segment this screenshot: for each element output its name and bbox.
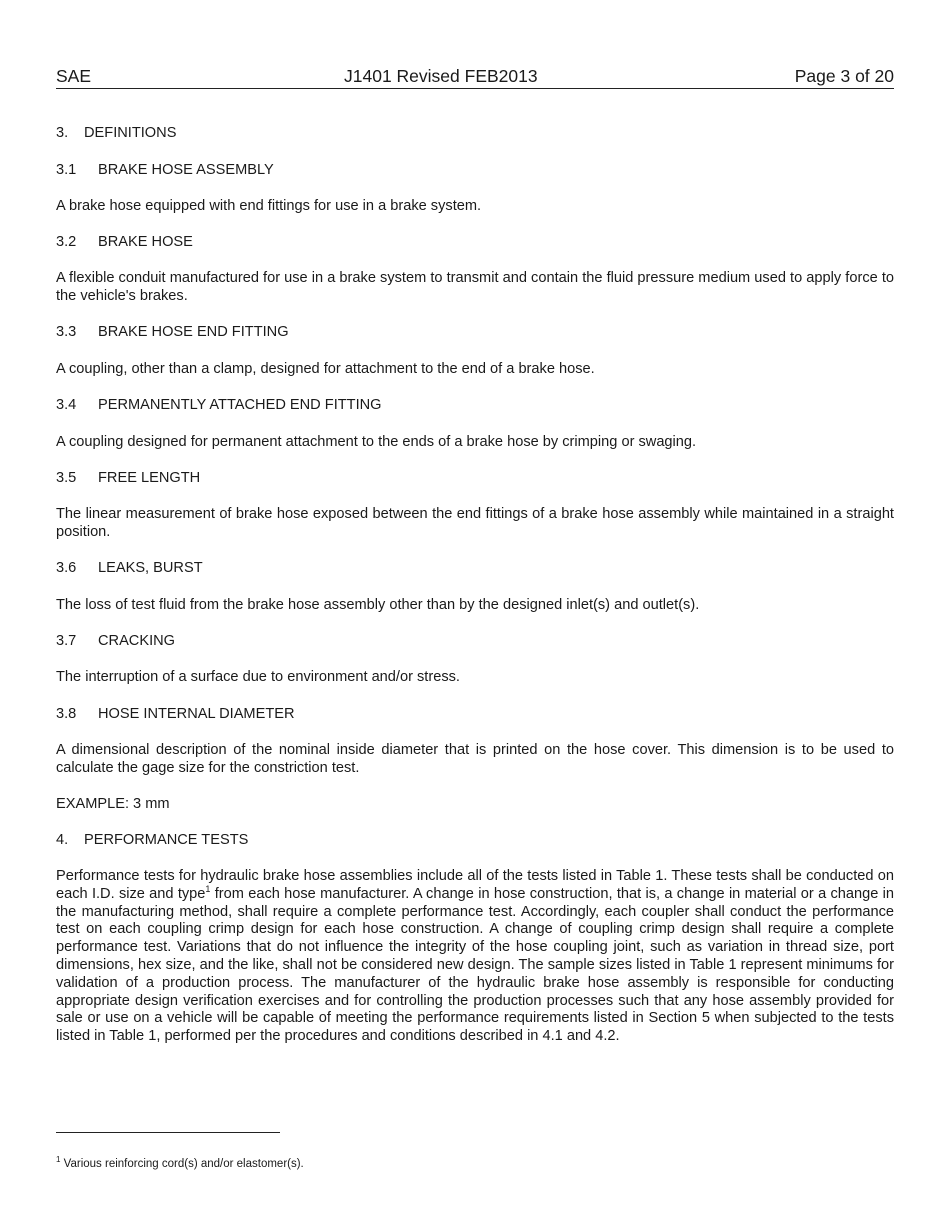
section-3-heading	[56, 125, 894, 143]
header-org: SAE	[56, 66, 92, 86]
footnote-mark: 1	[56, 1155, 61, 1164]
section-number: 3.4	[56, 397, 77, 413]
section-4-heading	[56, 832, 894, 850]
section-title: BRAKE HOSE	[98, 234, 193, 250]
footnote	[56, 1157, 304, 1171]
section-title: PERMANENTLY ATTACHED END FITTING	[98, 397, 382, 413]
section-title: DEFINITIONS	[84, 125, 177, 141]
footnote-divider	[56, 1132, 280, 1133]
page-header	[56, 66, 894, 89]
section-3-1-text: A brake hose equipped with end fittings for use in a brake system.	[56, 198, 482, 214]
section-3-5-text: The linear measurement of brake hose exposed between the end fittings of a brake hose assembly while maintained in a straight position.	[56, 506, 894, 540]
section-4-text	[56, 868, 894, 1046]
section-3-5-heading	[56, 470, 894, 488]
section-3-2-text: A flexible conduit manufactured for use in a brake system to transmit and contain the fluid pressure medium used to apply force to the vehicle's brakes.	[56, 270, 894, 304]
section-3-6-heading	[56, 560, 894, 578]
section-3-4-text: A coupling designed for permanent attachment to the ends of a brake hose by crimping or swaging.	[56, 434, 697, 450]
section-4-text-part-a: Performance tests for hydraulic brake hose assemblies include all of the tests listed in Table 1. These tests shall be conducted on each I.D. size and type	[56, 868, 894, 902]
section-number: 3.2	[56, 234, 77, 250]
section-3-7-text: The interruption of a surface due to environment and/or stress.	[56, 669, 460, 685]
section-3-8-heading	[56, 706, 894, 724]
header-doc-id: J1401 Revised FEB2013	[344, 66, 538, 86]
section-title: HOSE INTERNAL DIAMETER	[98, 706, 295, 722]
section-title: PERFORMANCE TESTS	[84, 832, 249, 848]
section-3-7-heading	[56, 633, 894, 651]
section-title: LEAKS, BURST	[98, 560, 203, 576]
section-3-3-text: A coupling, other than a clamp, designed for attachment to the end of a brake hose.	[56, 361, 595, 377]
section-3-4-heading	[56, 397, 894, 415]
section-number: 3.1	[56, 162, 77, 178]
section-number: 4.	[56, 832, 69, 848]
section-number: 3.8	[56, 706, 77, 722]
section-title: CRACKING	[98, 633, 176, 649]
section-3-8-text: A dimensional description of the nominal inside diameter that is printed on the hose cover. This dimension is to be used to calculate the gage size for the constriction test.	[56, 742, 894, 776]
section-number: 3.6	[56, 560, 77, 576]
section-3-8-example: EXAMPLE: 3 mm	[56, 796, 170, 812]
section-4-text-part-b: from each hose manufacturer. A change in hose construction, that is, a change in material or a change in the manufacturing method, shall require a complete performance test. Accordingly, each coupler shall conduct the performance test on each coupling crimp design for each hose construction. A change of coupling crimp design shall require a complete performance test. Variations that do not influence the integrity of the hose coupling joint, such as variation in thread size, port dimensions, hex size, and the like, shall not be considered new design. The sample sizes listed in Table 1 represent minimums for validation of a production process. The manufacturer of the hydraulic brake hose assembly is responsible for conducting appropriate design verification exercises and for controlling the production processes such that any hose assembly provided for sale or use on a vehicle will be capable of meeting the performance requirements listed in Section 5 when subjected to the tests listed in Table 1, performed per the procedures and conditions described in 4.1 and 4.2.	[56, 885, 895, 1045]
section-number: 3.5	[56, 470, 77, 486]
header-page-number: Page 3 of 20	[794, 66, 894, 86]
footnote-reference: 1	[205, 883, 211, 894]
section-number: 3.7	[56, 633, 77, 649]
section-3-6-text: The loss of test fluid from the brake hose assembly other than by the designed inlet(s) and outlet(s).	[56, 597, 700, 613]
section-title: BRAKE HOSE ASSEMBLY	[98, 162, 274, 178]
section-3-2-heading	[56, 234, 894, 252]
section-3-3-heading	[56, 324, 894, 342]
section-title: FREE LENGTH	[98, 470, 201, 486]
section-number: 3.3	[56, 324, 77, 340]
footnote-text: Various reinforcing cord(s) and/or elastomer(s).	[63, 1158, 304, 1170]
section-number: 3.	[56, 125, 69, 141]
section-3-1-heading	[56, 162, 894, 180]
section-title: BRAKE HOSE END FITTING	[98, 324, 289, 340]
